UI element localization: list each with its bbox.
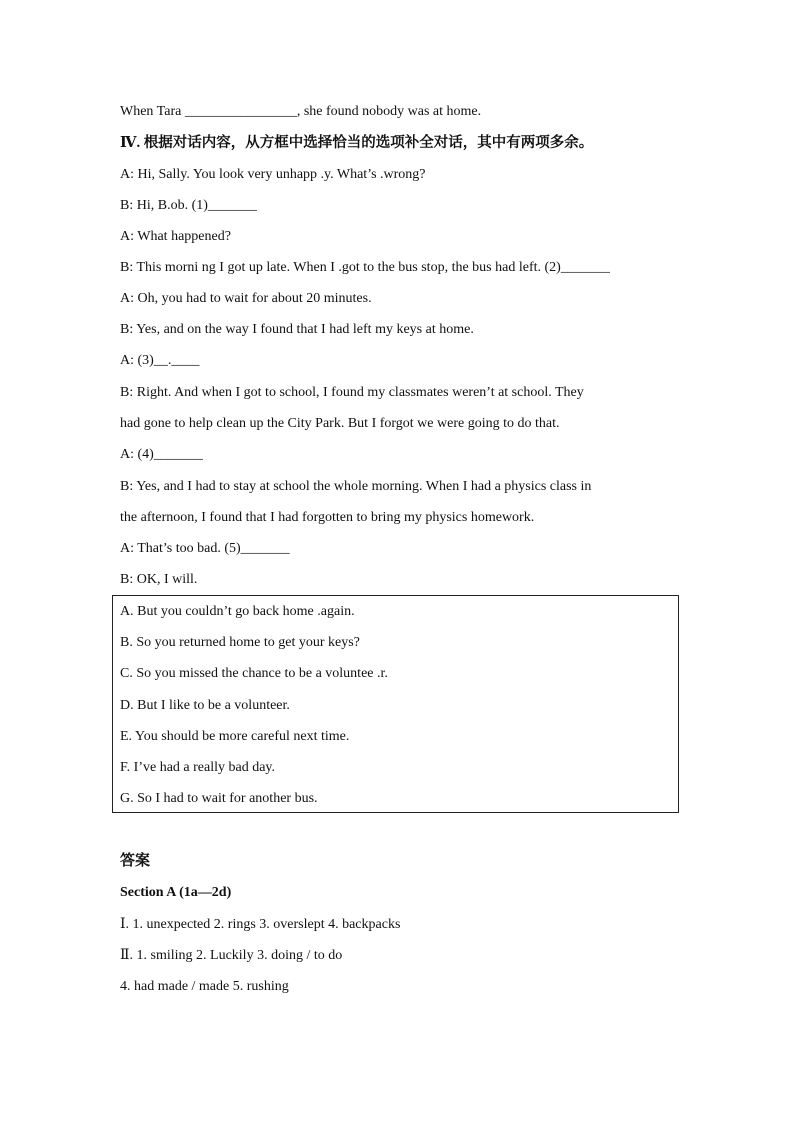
answers-section-label: Section A (1a—2d) xyxy=(120,885,232,900)
previous-exercise-sentence: When Tara ________________, she found nobody was at home. xyxy=(120,104,482,119)
dialogue-line: A: Hi, Sally. You look very unhapp .y. What’s .wrong? xyxy=(120,167,426,182)
dialogue-line: B: Hi, B.ob. (1)_______ xyxy=(120,198,257,213)
dialogue-line: A: What happened? xyxy=(120,229,231,244)
dialogue-line: A: That’s too bad. (5)_______ xyxy=(120,541,290,556)
dialogue-line: had gone to help clean up the City Park. But I forgot we were going to do that. xyxy=(120,416,560,431)
option-a: A. But you couldn’t go back home .again. xyxy=(120,604,355,619)
dialogue-line: B: Right. And when I got to school, I found my classmates weren’t at school. They xyxy=(120,385,584,400)
option-b: B. So you returned home to get your keys? xyxy=(120,635,360,650)
option-d: D. But I like to be a volunteer. xyxy=(120,698,290,713)
dialogue-line: A: (3)__.____ xyxy=(120,353,200,368)
option-f: F. I’ve had a really bad day. xyxy=(120,760,276,775)
section-iv-title: Ⅳ. 根据对话内容，从方框中选择恰当的选项补全对话，其中有两项多余。 xyxy=(120,135,594,151)
options-box xyxy=(112,595,679,813)
option-e: E. You should be more careful next time. xyxy=(120,729,350,744)
dialogue-line: B: This morni ng I got up late. When I .got to the bus stop, the bus had left. (2)_______ xyxy=(120,260,610,275)
dialogue-line: B: OK, I will. xyxy=(120,572,198,587)
answers-heading: 答案 xyxy=(120,853,151,869)
option-g: G. So I had to wait for another bus. xyxy=(120,791,318,806)
answer-line: 4. had made / made 5. rushing xyxy=(120,979,289,994)
answer-line: Ⅱ. 1. smiling 2. Luckily 3. doing / to do xyxy=(120,948,343,963)
dialogue-line: A: Oh, you had to wait for about 20 minutes. xyxy=(120,291,372,306)
dialogue-line: A: (4)_______ xyxy=(120,447,203,462)
option-c: C. So you missed the chance to be a voluntee .r. xyxy=(120,666,388,681)
dialogue-line: the afternoon, I found that I had forgotten to bring my physics homework. xyxy=(120,510,535,525)
dialogue-line: B: Yes, and I had to stay at school the whole morning. When I had a physics class in xyxy=(120,479,592,494)
dialogue-line: B: Yes, and on the way I found that I had left my keys at home. xyxy=(120,322,474,337)
answer-line: Ⅰ. 1. unexpected 2. rings 3. overslept 4. backpacks xyxy=(120,917,401,932)
